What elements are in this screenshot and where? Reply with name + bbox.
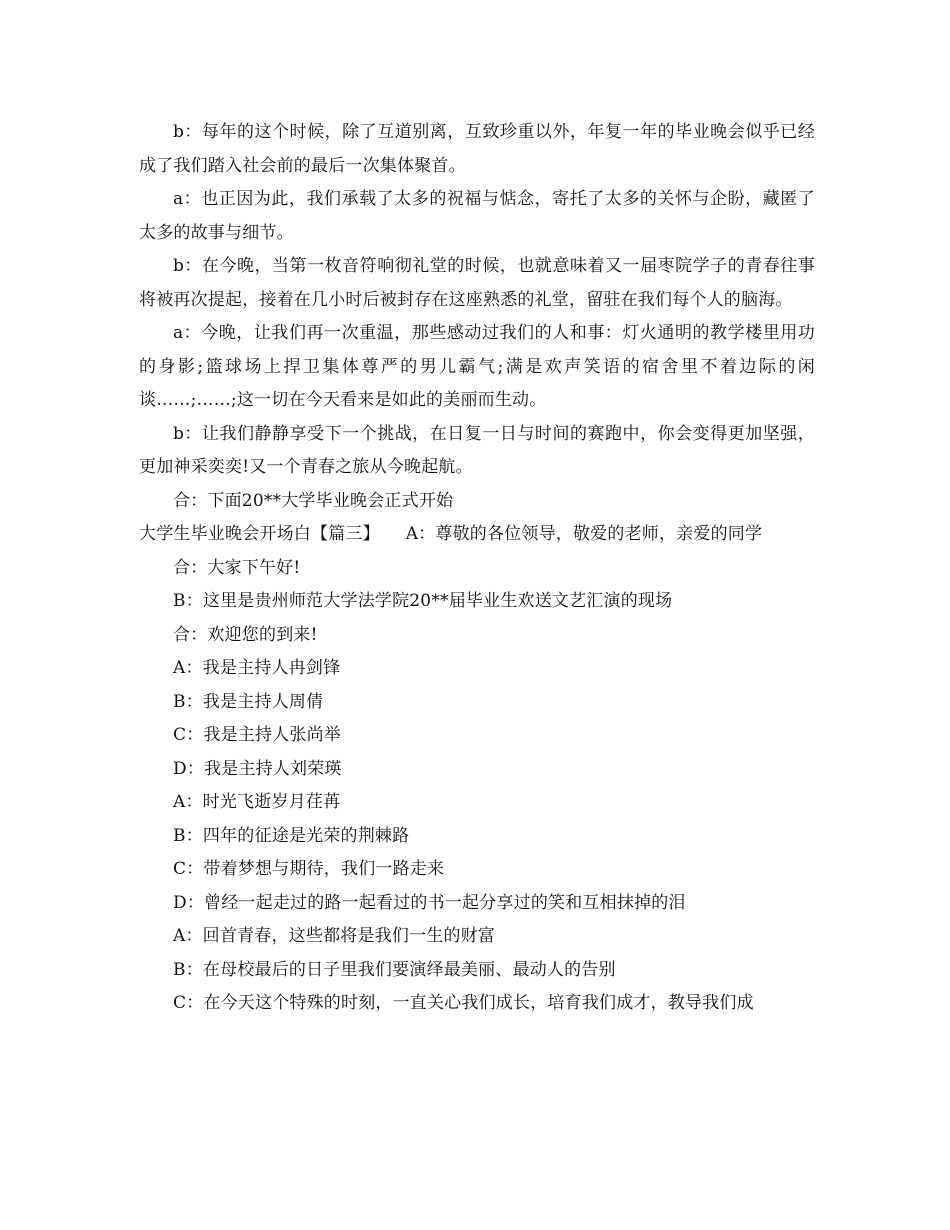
paragraph: A：时光飞逝岁月荏苒 <box>173 792 341 812</box>
paragraph: a：也正因为此，我们承载了太多的祝福与惦念，寄托了太多的关怀与企盼，藏匿了太多的故事与细节。 <box>139 189 815 243</box>
paragraph: B：四年的征途是光荣的荆棘路 <box>173 825 410 846</box>
paragraph: B：我是主持人周倩 <box>173 691 324 712</box>
paragraph: D：曾经一起走过的路一起看过的书一起分享过的笑和互相抹掉的泪 <box>173 892 686 913</box>
paragraph: C：我是主持人张尚举 <box>173 725 342 745</box>
paragraph: 合：欢迎您的到来! <box>173 624 318 645</box>
paragraph: B：在母校最后的日子里我们要演绎最美丽、最动人的告别 <box>173 959 616 980</box>
paragraph: b：在今晚，当第一枚音符响彻礼堂的时候，也就意味着又一届枣院学子的青春往事将被再次提起，接着在几小时后被封存在这座熟悉的礼堂，留驻在我们每个人的脑海。 <box>139 256 815 310</box>
paragraph: a：今晚，让我们再一次重温，那些感动过我们的人和事：灯火通明的教学楼里用功的身影;篮球场上捍卫集体尊严的男儿霸气;满是欢声笑语的宿舍里不着边际的闲谈……;……;这一切在今天看来是如此的美丽而生动。 <box>139 323 815 410</box>
paragraph: b：每年的这个时候，除了互道别离，互致珍重以外，年复一年的毕业晚会似乎已经成了我们踏入社会前的最后一次集体聚首。 <box>139 122 815 176</box>
paragraph: A：回首青春，这些都将是我们一生的财富 <box>173 926 496 946</box>
paragraph: C：带着梦想与期待，我们一路走来 <box>173 859 445 879</box>
paragraph: A：我是主持人冉剑锋 <box>173 658 341 678</box>
paragraph: B：这里是贵州师范大学法学院20**届毕业生欢送文艺汇演的现场 <box>173 591 673 611</box>
paragraph: C：在今天这个特殊的时刻，一直关心我们成长，培育我们成才，教导我们成 <box>173 993 754 1013</box>
paragraph: 合：下面20**大学毕业晚会正式开始 <box>173 490 454 511</box>
section-heading-paragraph: 大学生毕业晚会开场白【篇三】 A：尊敬的各位领导，敬爱的老师，亲爱的同学 <box>139 524 763 544</box>
paragraph: b：让我们静静享受下一个挑战，在日复一日与时间的赛跑中，你会变得更加坚强，更加神采奕奕!又一个青春之旅从今晚起航。 <box>139 423 815 477</box>
paragraph: D：我是主持人刘荣瑛 <box>173 758 342 779</box>
document-body <box>139 116 815 1021</box>
paragraph: 合：大家下午好! <box>173 557 301 578</box>
